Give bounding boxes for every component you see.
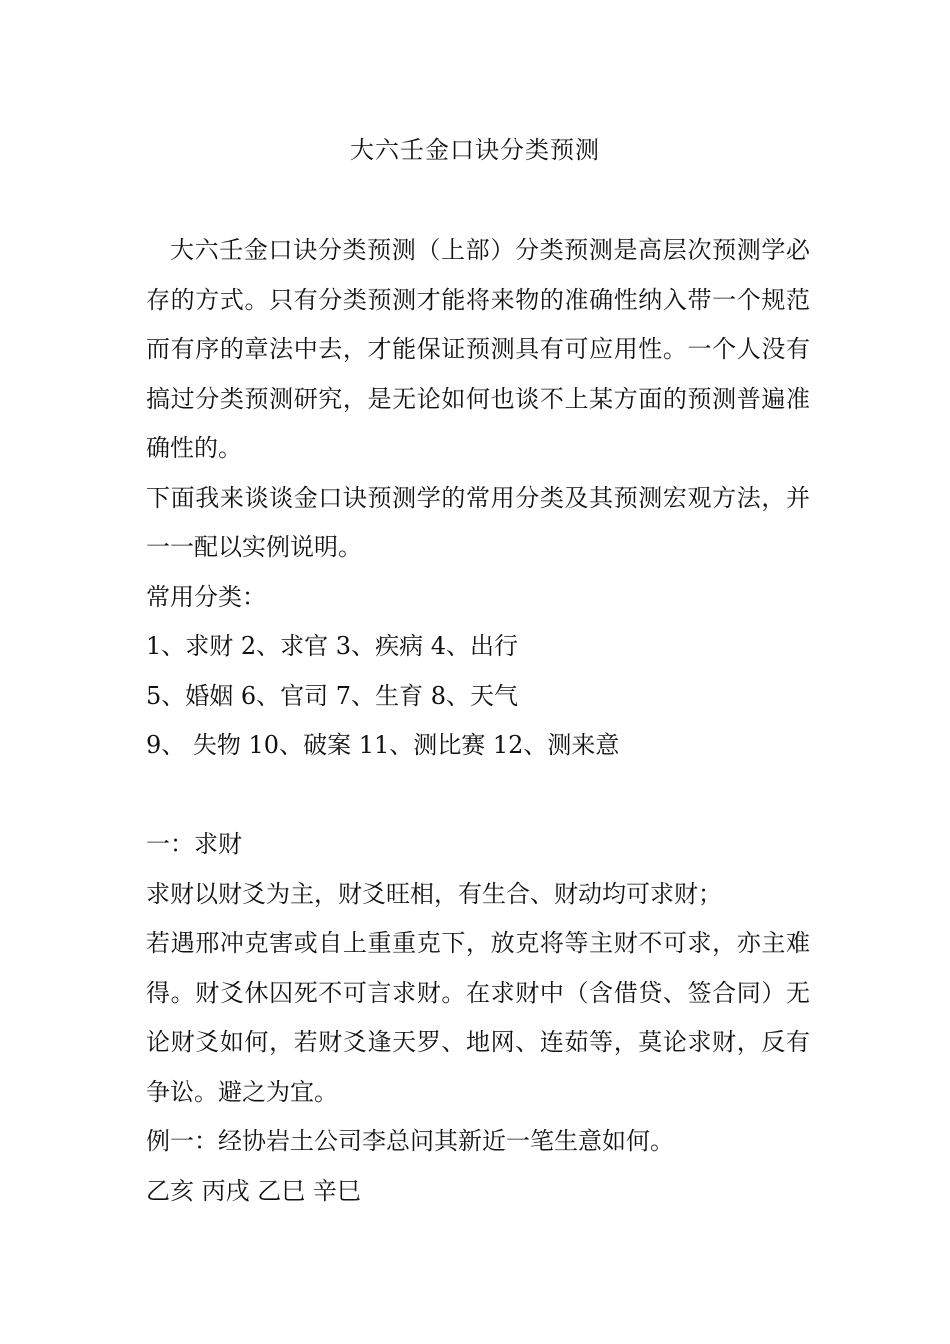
example-paragraph: 例一：经协岩土公司李总问其新近一笔生意如何。 — [146, 1127, 674, 1155]
section-heading-wealth: 一：求财 — [146, 830, 242, 858]
wealth-rule-paragraph: 求财以财爻为主，财爻旺相，有生合、财动均可求财； — [146, 879, 722, 908]
ganzhi-line: 乙亥 丙戌 乙巳 辛巳 — [146, 1176, 361, 1205]
category-heading: 常用分类： — [146, 582, 266, 611]
document-body — [146, 226, 810, 1216]
document-title: 大六壬金口诀分类预测 — [350, 136, 600, 164]
method-paragraph: 下面我来谈谈金口诀预测学的常用分类及其预测宏观方法，并一一配以实例说明。 — [146, 483, 810, 561]
blank-line — [146, 771, 810, 821]
category-line-2: 5、婚姻 6、官司 7、生育 8、天气 — [146, 681, 518, 710]
intro-paragraph: 大六壬金口诀分类预测（上部）分类预测是高层次预测学必存的方式。只有分类预测才能将来物的准确性纳入带一个规范而有序的章法中去，才能保证预测具有可应用性。一个人没有搞过分类预测研究，是无论如何也谈不上某方面的预测普遍准确性的。 — [146, 236, 810, 462]
wealth-detail-paragraph: 若遇邢冲克害或自上重重克下，放克将等主财不可求，亦主难得。财爻休囚死不可言求财。在求财中（含借贷、签合同）无论财爻如何，若财爻逢天罗、地网、连茹等，莫论求财，反有争讼。避之为宜。 — [146, 929, 810, 1106]
category-line-1: 1、求财 2、求官 3、疾病 4、出行 — [146, 632, 518, 660]
category-line-3: 9、 失物 10、破案 11、测比赛 12、测来意 — [146, 731, 620, 759]
